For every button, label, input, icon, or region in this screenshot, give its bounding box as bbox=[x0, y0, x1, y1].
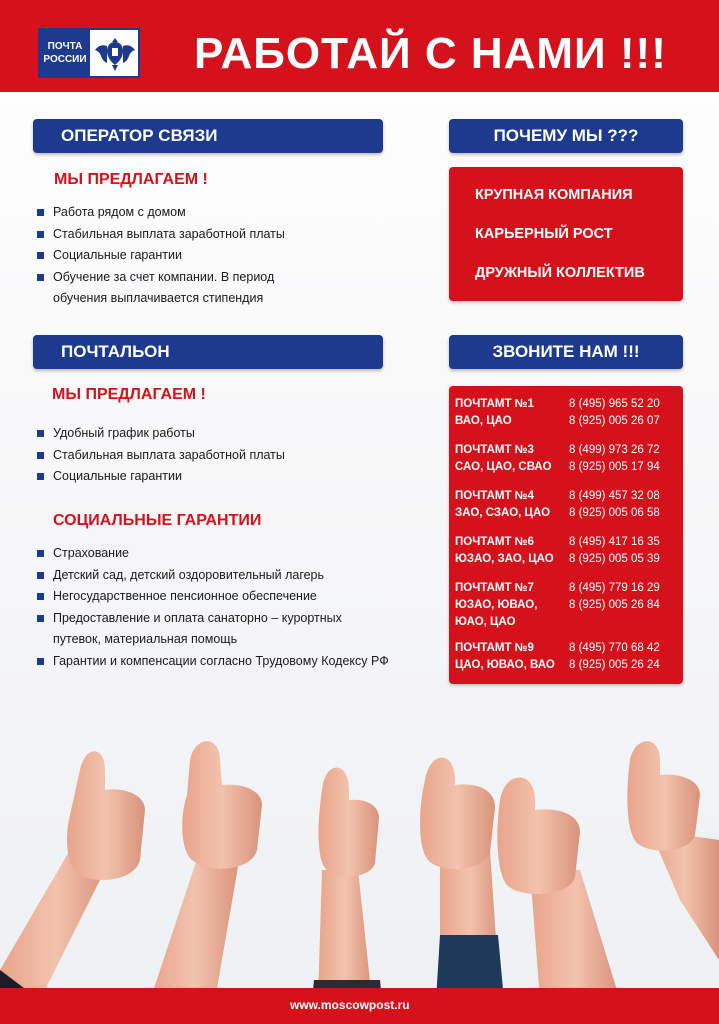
thumbs-up-hands-illustration bbox=[0, 700, 719, 1000]
thumbs-up-icon bbox=[0, 751, 145, 1000]
postman-offer-list bbox=[36, 423, 396, 488]
website-link[interactable]: www.moscowpost.ru bbox=[290, 998, 410, 1012]
list-item: Негосударственное пенсионное обеспечение bbox=[36, 586, 446, 608]
postman-offer-heading: МЫ ПРЕДЛАГАЕМ ! bbox=[52, 386, 206, 403]
why-item: КАРЬЕРНЫЙ РОСТ bbox=[475, 226, 613, 242]
contact-entry bbox=[449, 442, 683, 490]
logo-line-1: ПОЧТА bbox=[47, 41, 83, 52]
thumbs-up-icon bbox=[420, 758, 504, 1001]
footer-bar bbox=[0, 988, 719, 1024]
why-item: ДРУЖНЫЙ КОЛЛЕКТИВ bbox=[475, 265, 645, 281]
office-name: ПОЧТАМТ №6 bbox=[455, 536, 534, 548]
office-areas: ЮЗАО, ЮВАО, bbox=[455, 599, 538, 611]
thumbs-up-icon bbox=[312, 768, 382, 1001]
office-areas: ЦАО, ЮВАО, ВАО bbox=[455, 659, 555, 671]
social-guarantees-list-end bbox=[36, 651, 456, 673]
office-areas: ЗАО, СЗАО, ЦАО bbox=[455, 507, 551, 519]
why-us-box bbox=[449, 167, 683, 301]
thumbs-up-icon bbox=[150, 741, 262, 1000]
operator-section-header: ОПЕРАТОР СВЯЗИ bbox=[33, 119, 383, 153]
list-item: Стабильная выплата заработной платы bbox=[36, 445, 396, 467]
office-name: ПОЧТАМТ №3 bbox=[455, 444, 534, 456]
thumbs-up-icon bbox=[627, 741, 719, 960]
phone-number[interactable]: 8 (925) 005 26 24 bbox=[569, 659, 660, 671]
list-item: Работа рядом с домом bbox=[36, 202, 396, 224]
logo-line-2: РОССИИ bbox=[43, 54, 87, 65]
contact-entry bbox=[449, 534, 683, 582]
list-item: Гарантии и компенсации согласно Трудовому Кодексу РФ bbox=[36, 651, 456, 673]
contacts-box bbox=[449, 386, 683, 684]
contact-entry bbox=[449, 640, 683, 688]
social-guarantees-heading: СОЦИАЛЬНЫЕ ГАРАНТИИ bbox=[53, 512, 262, 529]
office-areas-continued: ЮАО, ЦАО bbox=[455, 616, 516, 628]
russian-post-logo bbox=[38, 28, 140, 78]
list-item-continuation: обучения выплачивается стипендия bbox=[53, 291, 264, 305]
office-name: ПОЧТАМТ №1 bbox=[455, 398, 534, 410]
call-us-header: ЗВОНИТЕ НАМ !!! bbox=[449, 335, 683, 369]
list-item: Социальные гарантии bbox=[36, 245, 396, 267]
logo-wordmark bbox=[40, 30, 90, 76]
why-us-header: ПОЧЕМУ МЫ ??? bbox=[449, 119, 683, 153]
contact-entry bbox=[449, 580, 683, 646]
phone-number[interactable]: 8 (925) 005 05 39 bbox=[569, 553, 660, 565]
operator-offer-heading: МЫ ПРЕДЛАГАЕМ ! bbox=[54, 171, 208, 188]
phone-number[interactable]: 8 (925) 005 26 84 bbox=[569, 599, 660, 611]
eagle-emblem-icon bbox=[92, 32, 138, 74]
office-areas: ЮЗАО, ЗАО, ЦАО bbox=[455, 553, 554, 565]
phone-number[interactable]: 8 (925) 005 06 58 bbox=[569, 507, 660, 519]
phone-number[interactable]: 8 (925) 005 26 07 bbox=[569, 415, 660, 427]
office-name: ПОЧТАМТ №9 bbox=[455, 642, 534, 654]
list-item-continuation: путевок, материальная помощь bbox=[53, 632, 238, 646]
office-areas: ВАО, ЦАО bbox=[455, 415, 512, 427]
why-item: КРУПНАЯ КОМПАНИЯ bbox=[475, 187, 633, 203]
phone-number[interactable]: 8 (495) 779 16 29 bbox=[569, 582, 660, 594]
list-item: Стабильная выплата заработной платы bbox=[36, 224, 396, 246]
phone-number[interactable]: 8 (495) 770 68 42 bbox=[569, 642, 660, 654]
phone-number[interactable]: 8 (925) 005 17 94 bbox=[569, 461, 660, 473]
list-item: Удобный график работы bbox=[36, 423, 396, 445]
office-areas: САО, ЦАО, СВАО bbox=[455, 461, 552, 473]
phone-number[interactable]: 8 (499) 973 26 72 bbox=[569, 444, 660, 456]
postman-section-header: ПОЧТАЛЬОН bbox=[33, 335, 383, 369]
contact-entry bbox=[449, 488, 683, 536]
phone-number[interactable]: 8 (499) 457 32 08 bbox=[569, 490, 660, 502]
thumbs-up-icon bbox=[497, 778, 620, 1001]
list-item: Страхование bbox=[36, 543, 446, 565]
list-item: Обучение за счет компании. В период bbox=[36, 267, 396, 289]
operator-offer-list bbox=[36, 202, 396, 288]
phone-number[interactable]: 8 (495) 965 52 20 bbox=[569, 398, 660, 410]
office-name: ПОЧТАМТ №4 bbox=[455, 490, 534, 502]
page-title: РАБОТАЙ С НАМИ !!! bbox=[194, 29, 667, 78]
contact-entry bbox=[449, 396, 683, 444]
social-guarantees-list bbox=[36, 543, 446, 629]
list-item: Социальные гарантии bbox=[36, 466, 396, 488]
office-name: ПОЧТАМТ №7 bbox=[455, 582, 534, 594]
list-item: Детский сад, детский оздоровительный лагерь bbox=[36, 565, 446, 587]
list-item: Предоставление и оплата санаторно – курортных bbox=[36, 608, 446, 630]
phone-number[interactable]: 8 (495) 417 16 35 bbox=[569, 536, 660, 548]
header-banner bbox=[0, 0, 719, 92]
